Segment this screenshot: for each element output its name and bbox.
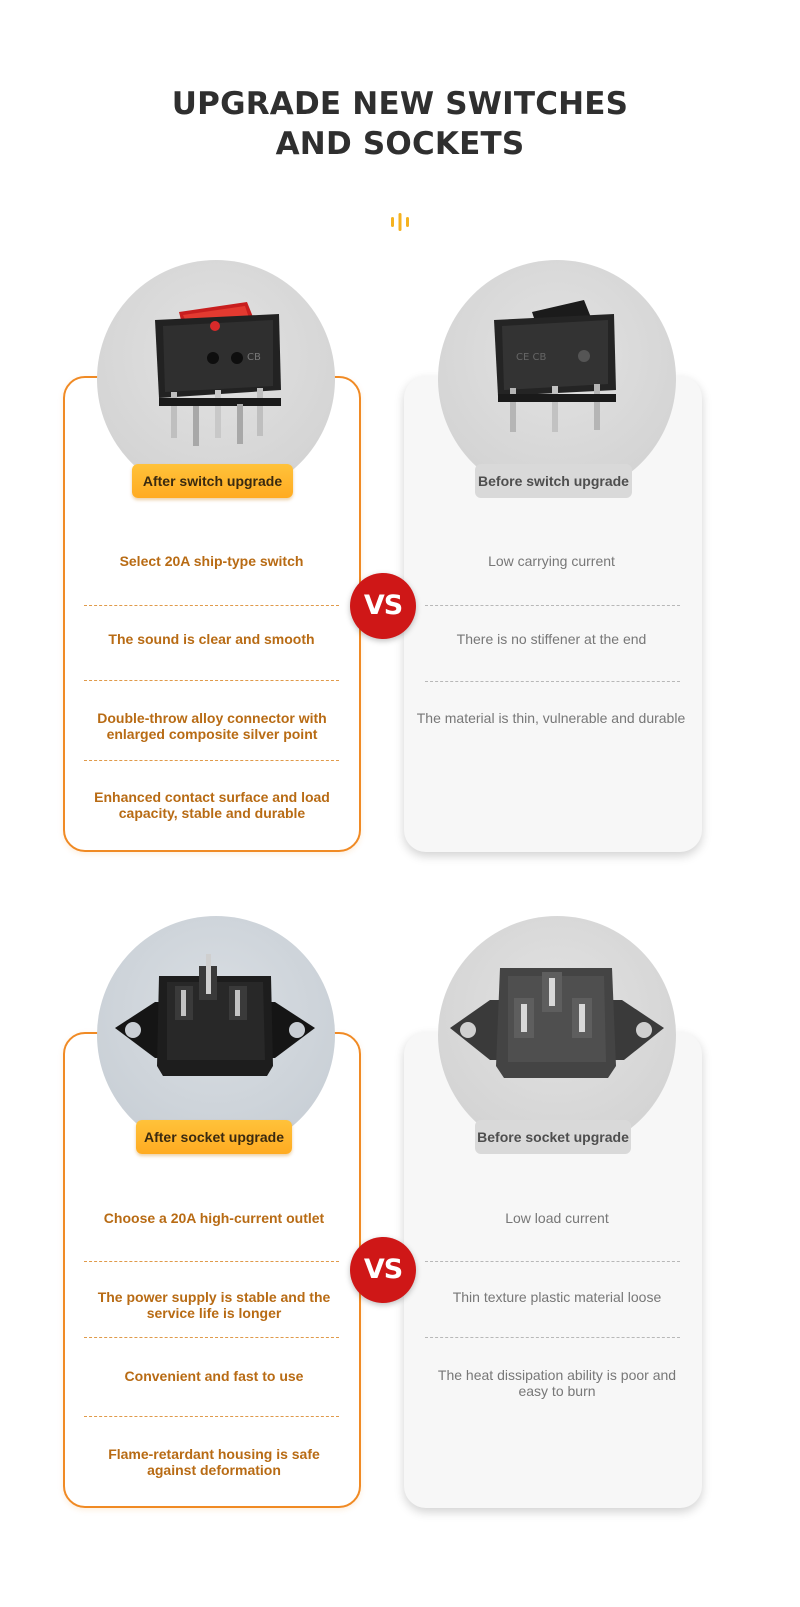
svg-text:CB: CB <box>247 352 261 363</box>
divider-line <box>425 1261 680 1262</box>
before-socket-feature: Low load current <box>505 1210 609 1226</box>
after-socket-feature: The power supply is stable and the service life is longer <box>97 1289 331 1321</box>
after-switch-badge: After switch upgrade <box>132 464 293 498</box>
divider-line <box>84 680 339 681</box>
page-title <box>0 84 800 164</box>
divider-line <box>425 1337 680 1338</box>
before-socket-badge: Before socket upgrade <box>475 1120 631 1154</box>
divider-line <box>84 1416 339 1417</box>
divider-line <box>425 605 680 606</box>
divider-line <box>84 1337 339 1338</box>
black-rocker-switch-photo <box>438 260 676 498</box>
after-switch-feature: The sound is clear and smooth <box>108 631 315 647</box>
before-switch-feature: Low carrying current <box>488 553 615 569</box>
page-title-line-2: AND SOCKETS <box>275 126 525 162</box>
before-switch-badge: Before switch upgrade <box>475 464 632 498</box>
iec-socket-photo <box>97 916 335 1154</box>
page-title-line-1: UPGRADE NEW SWITCHES <box>171 86 629 122</box>
svg-text:CE CB: CE CB <box>516 352 547 363</box>
after-socket-feature: Choose a 20A high-current outlet <box>103 1210 325 1226</box>
red-rocker-switch-photo <box>97 260 335 498</box>
before-switch-feature: There is no stiffener at the end <box>456 631 647 647</box>
after-socket-badge: After socket upgrade <box>136 1120 292 1154</box>
equalizer-bars-icon <box>388 212 412 232</box>
after-switch-feature: Double-throw alloy connector with enlarged composite silver point <box>97 710 327 742</box>
vs-badge: VS <box>350 573 416 639</box>
divider-line <box>84 1261 339 1262</box>
vs-badge: VS <box>350 1237 416 1303</box>
divider-line <box>84 605 339 606</box>
before-socket-feature: Thin texture plastic material loose <box>452 1289 662 1305</box>
old-iec-socket-photo <box>438 916 676 1154</box>
after-switch-feature: Enhanced contact surface and load capacity, stable and durable <box>94 789 330 821</box>
before-socket-feature: The heat dissipation ability is poor and easy to burn <box>437 1367 677 1399</box>
after-switch-feature: Select 20A ship-type switch <box>119 553 304 569</box>
after-socket-feature: Flame-retardant housing is safe against deformation <box>108 1446 320 1478</box>
divider-line <box>425 681 680 682</box>
after-socket-feature: Convenient and fast to use <box>124 1368 304 1384</box>
divider-line <box>84 760 339 761</box>
before-switch-feature: The material is thin, vulnerable and durable <box>416 710 686 726</box>
